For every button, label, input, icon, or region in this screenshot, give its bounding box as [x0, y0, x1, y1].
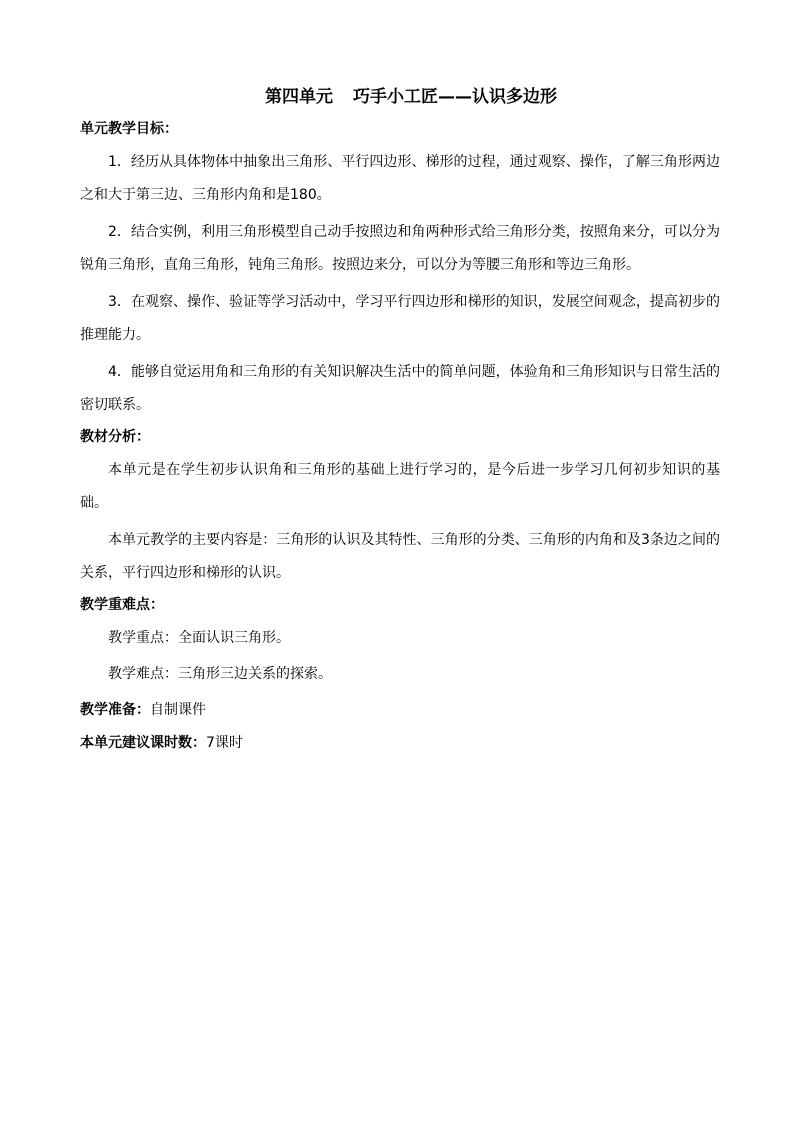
preparation-line — [80, 699, 720, 721]
key-points-heading: 教学重难点： — [80, 597, 164, 613]
preparation-value: 自制课件 — [150, 702, 206, 718]
title-topic: 巧手小工匠——认识多边形 — [353, 87, 557, 107]
lesson-count-label: 本单元建议课时数： — [80, 735, 206, 751]
difficult-point: 教学难点：三角形三边关系的探索。 — [108, 666, 332, 682]
goal-item-1: 1．经历从具体物体中抽象出三角形、平行四边形、梯形的过程，通过观察、操作，了解三角形两边之和大于第三边、三角形内角和是180。 — [80, 154, 720, 203]
analysis-paragraph-2: 本单元教学的主要内容是：三角形的认识及其特性、三角形的分类、三角形的内角和及3条边之间的关系，平行四边形和梯形的认识。 — [80, 532, 720, 581]
goal-item-4: 4．能够自觉运用角和三角形的有关知识解决生活中的简单问题，体验角和三角形知识与日常生活的密切联系。 — [80, 364, 720, 413]
goal-item-2: 2．结合实例，利用三角形模型自己动手按照边和角两种形式给三角形分类，按照角来分，可以分为锐角三角形，直角三角形，钝角三角形。按照边来分，可以分为等腰三角形和等边三角形。 — [80, 224, 720, 273]
preparation-label: 教学准备： — [80, 702, 150, 718]
lesson-count-value: 7课时 — [206, 735, 243, 751]
analysis-paragraph-1: 本单元是在学生初步认识角和三角形的基础上进行学习的，是今后进一步学习几何初步知识的基础。 — [80, 462, 720, 511]
goal-item-3: 3．在观察、操作、验证等学习活动中，学习平行四边形和梯形的知识，发展空间观念，提高初步的推理能力。 — [80, 294, 720, 343]
document-page — [80, 84, 720, 765]
document-title — [80, 84, 720, 110]
goals-heading: 单元教学目标： — [80, 121, 178, 137]
key-point: 教学重点：全面认识三角形。 — [108, 630, 290, 646]
analysis-heading: 教材分析： — [80, 429, 150, 445]
title-unit: 第四单元 — [265, 87, 333, 107]
lesson-count-line — [80, 732, 720, 754]
